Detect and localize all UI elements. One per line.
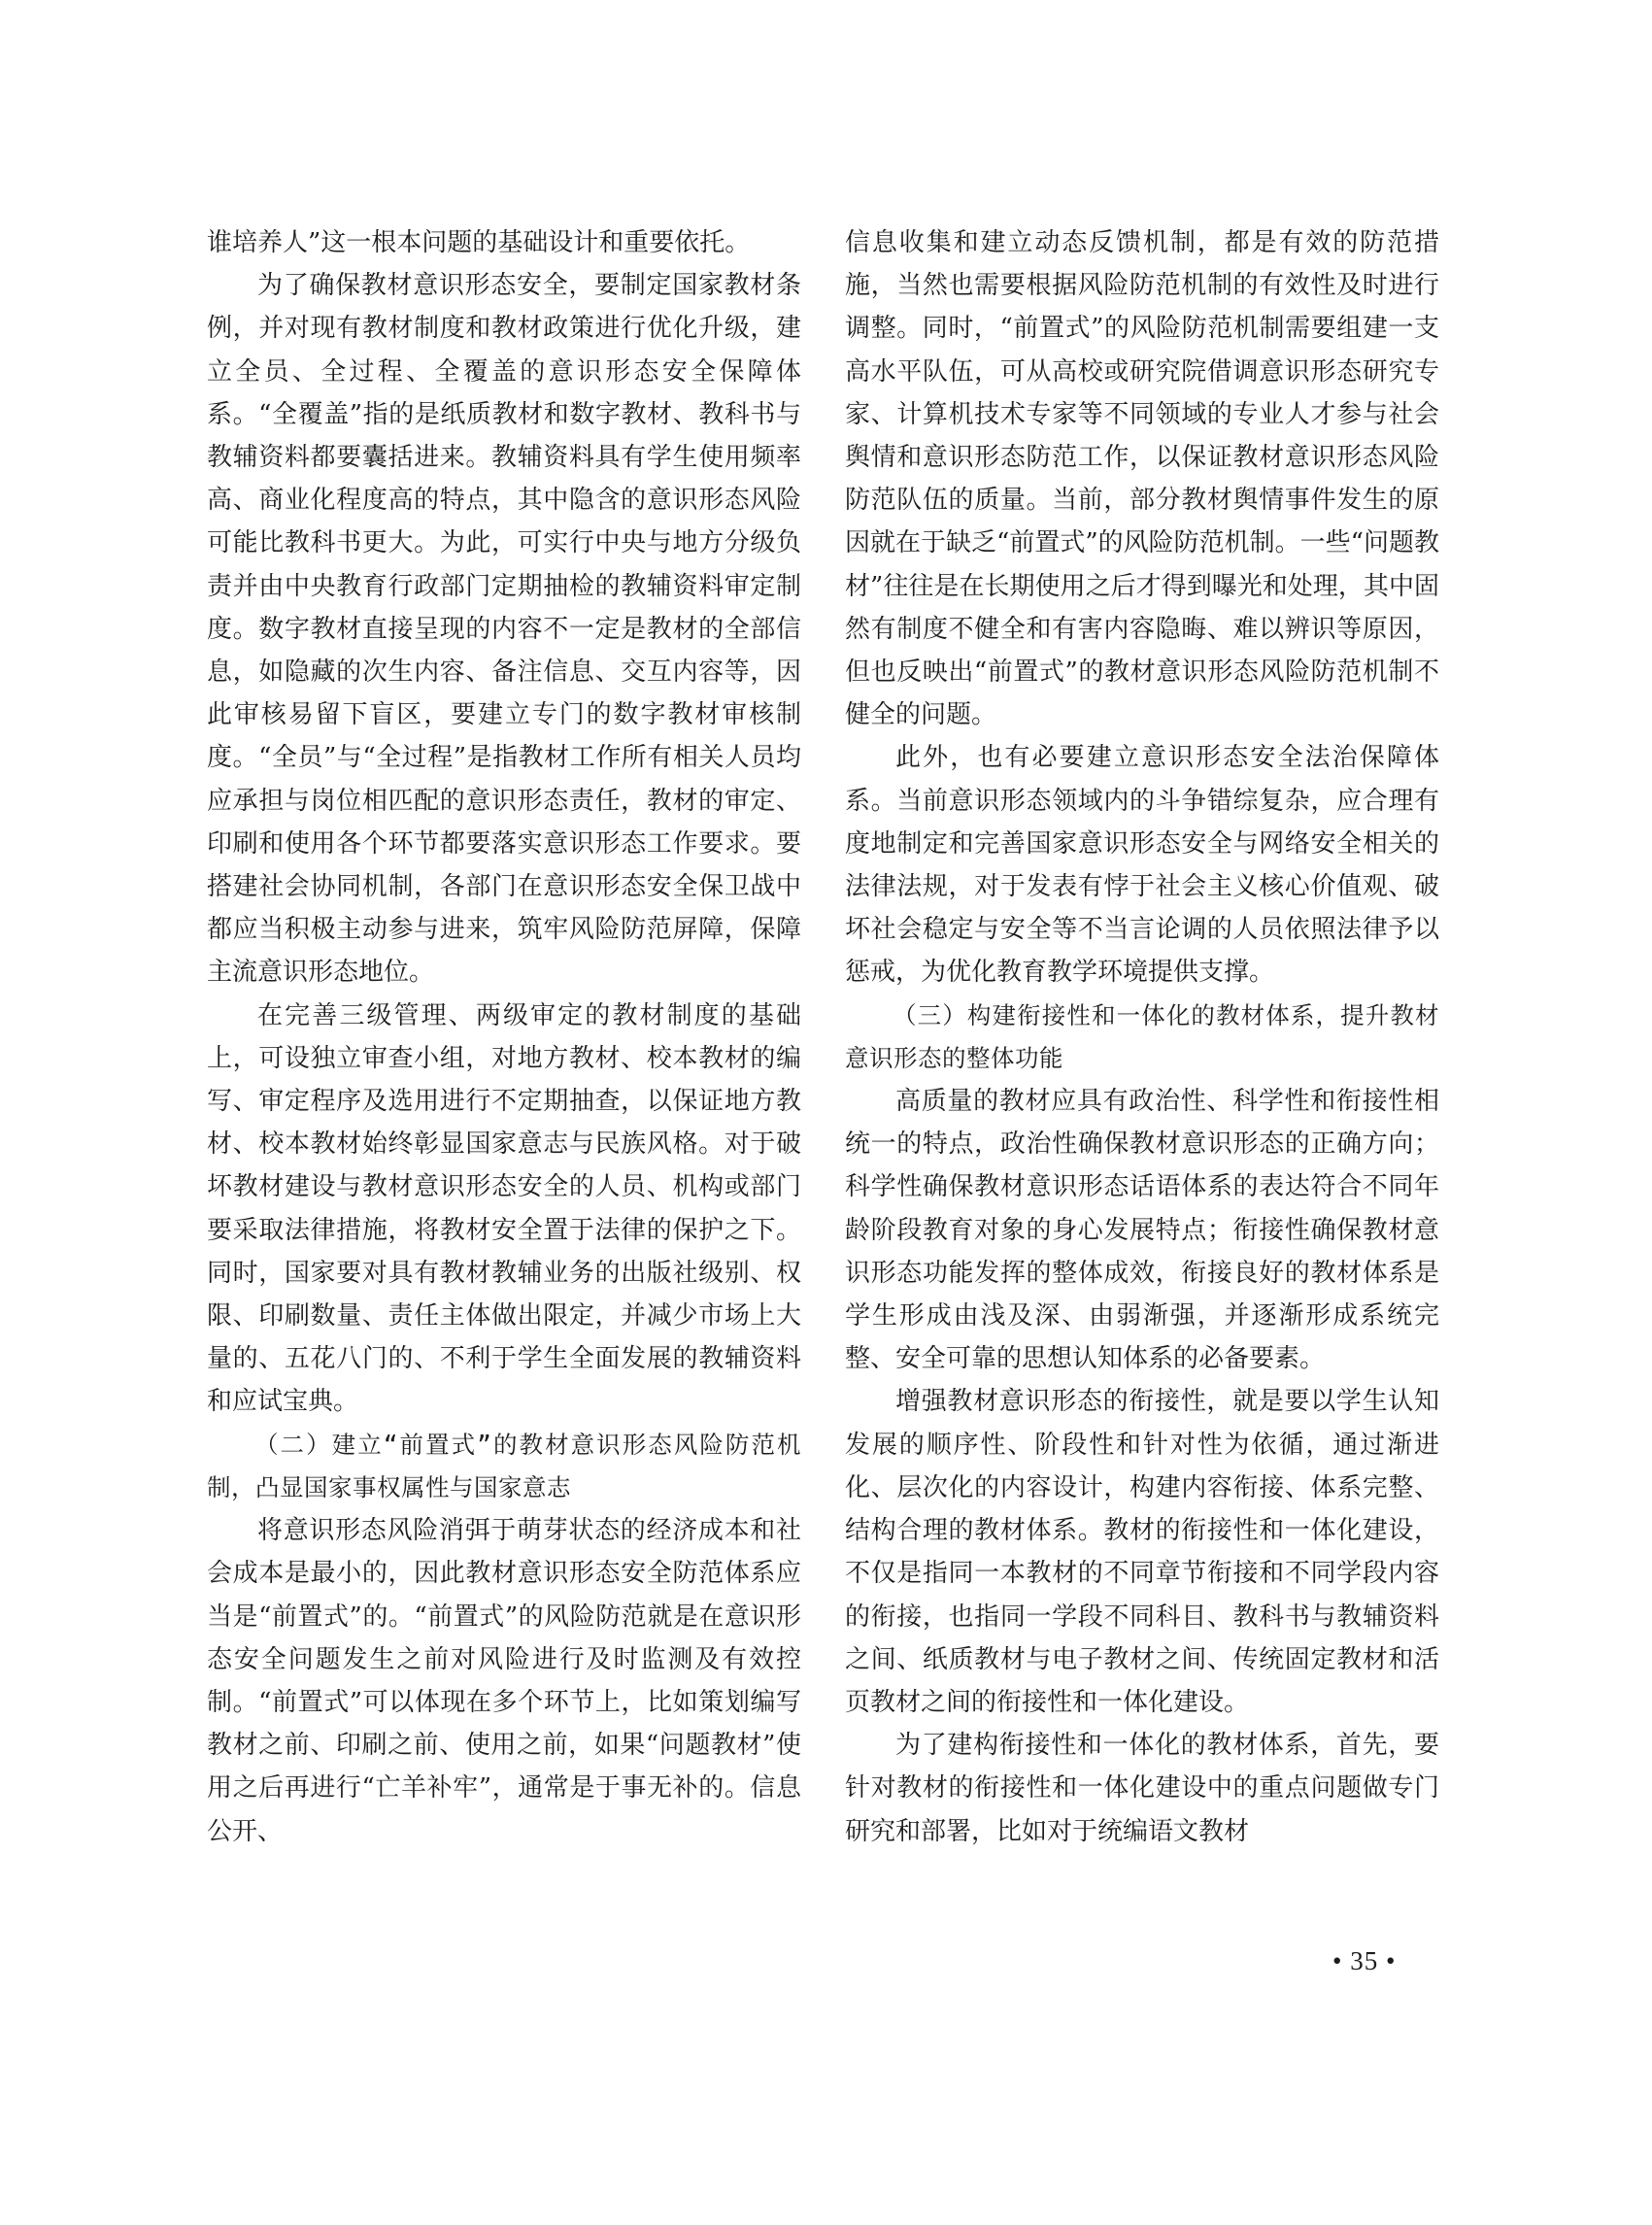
section-heading: （三）构建衔接性和一体化的教材体系，提升教材意识形态的整体功能 xyxy=(845,1000,1439,1072)
section-heading: （二）建立“前置式”的教材意识形态风险防范机制，凸显国家事权属性与国家意志 xyxy=(207,1430,801,1501)
paragraph: 高质量的教材应具有政治性、科学性和衔接性相统一的特点，政治性确保教材意识形态的正确方向；科学性确保教材意识形态话语体系的表达符合不同年龄阶段教育对象的身心发展特点；衔接性确保教材意识形态功能发挥的整体成效，衔接良好的教材体系是学生形成由浅及深、由弱渐强，并逐渐形成系统完整、安全可靠的思想认知体系的必备要素。 xyxy=(845,1087,1439,1374)
paragraph: 为了确保教材意识形态安全，要制定国家教材条例，并对现有教材制度和教材政策进行优化升级，建立全员、全过程、全覆盖的意识形态安全保障体系。“全覆盖”指的是纸质教材和数字教材、教科书与教辅资料都要囊括进来。教辅资料具有学生使用频率高、商业化程度高的特点，其中隐含的意识形态风险可能比教科书更大。为此，可实行中央与地方分级负责并由中央教育行政部门定期抽检的教辅资料审定制度。数字教材直接呈现的内容不一定是教材的全部信息，如隐藏的次生内容、备注信息、交互内容等，因此审核易留下盲区，要建立专门的数字教材审核制度。“全员”与“全过程”是指教材工作所有相关人员均应承担与岗位相匹配的意识形态责任，教材的审定、印刷和使用各个环节都要落实意识形态工作要求。要搭建社会协同机制，各部门在意识形态安全保卫战中都应当积极主动参与进来，筑牢风险防范屏障，保障主流意识形态地位。 xyxy=(207,271,801,988)
paragraph: 信息收集和建立动态反馈机制，都是有效的防范措施，当然也需要根据风险防范机制的有效性及时进行调整。同时，“前置式”的风险防范机制需要组建一支高水平队伍，可从高校或研究院借调意识形态研究专家、计算机技术专家等不同领域的专业人才参与社会舆情和意识形态防范工作，以保证教材意识形态风险防范队伍的质量。当前，部分教材舆情事件发生的原因就在于缺乏“前置式”的风险防范机制。一些“问题教材”往往是在长期使用之后才得到曝光和处理，其中固然有制度不健全和有害内容隐晦、难以辨识等原因，但也反映出“前置式”的教材意识形态风险防范机制不健全的问题。 xyxy=(845,228,1439,730)
paragraph: 将意识形态风险消弭于萌芽状态的经济成本和社会成本是最小的，因此教材意识形态安全防范体系应当是“前置式”的。“前置式”的风险防范就是在意识形态安全问题发生之前对风险进行及时监测及有效控制。“前置式”可以体现在多个环节上，比如策划编写教材之前、印刷之前、使用之前，如果“问题教材”使用之后再进行“亡羊补牢”，通常是于事无补的。信息公开、 xyxy=(207,1516,801,1846)
paragraph: 为了建构衔接性和一体化的教材体系，首先，要针对教材的衔接性和一体化建设中的重点问题做专门研究和部署，比如对于统编语文教材 xyxy=(845,1731,1439,1846)
left-column xyxy=(207,221,801,1853)
paragraph: 此外，也有必要建立意识形态安全法治保障体系。当前意识形态领域内的斗争错综复杂，应合理有度地制定和完善国家意识形态安全与网络安全相关的法律法规，对于发表有悖于社会主义核心价值观、破坏社会稳定与安全等不当言论调的人员依照法律予以惩戒，为优化教育教学环境提供支撑。 xyxy=(845,743,1439,988)
paragraph: 在完善三级管理、两级审定的教材制度的基础上，可设独立审查小组，对地方教材、校本教材的编写、审定程序及选用进行不定期抽查，以保证地方教材、校本教材始终彰显国家意志与民族风格。对于破坏教材建设与教材意识形态安全的人员、机构或部门要采取法律措施，将教材安全置于法律的保护之下。同时，国家要对具有教材教辅业务的出版社级别、权限、印刷数量、责任主体做出限定，并减少市场上大量的、五花八门的、不利于学生全面发展的教辅资料和应试宝典。 xyxy=(207,1000,801,1417)
paragraph: 增强教材意识形态的衔接性，就是要以学生认知发展的顺序性、阶段性和针对性为依循，通过渐进化、层次化的内容设计，构建内容衔接、体系完整、结构合理的教材体系。教材的衔接性和一体化建设，不仅是指同一本教材的不同章节衔接和不同学段内容的衔接，也指同一学段不同科目、教科书与教辅资料之间、纸质教材与电子教材之间、传统固定教材和活页教材之间的衔接性和一体化建设。 xyxy=(845,1387,1439,1717)
paragraph: 谁培养人”这一根本问题的基础设计和重要依托。 xyxy=(207,228,751,257)
right-column xyxy=(845,221,1439,1853)
page-number: • 35 • xyxy=(1332,1946,1397,1975)
